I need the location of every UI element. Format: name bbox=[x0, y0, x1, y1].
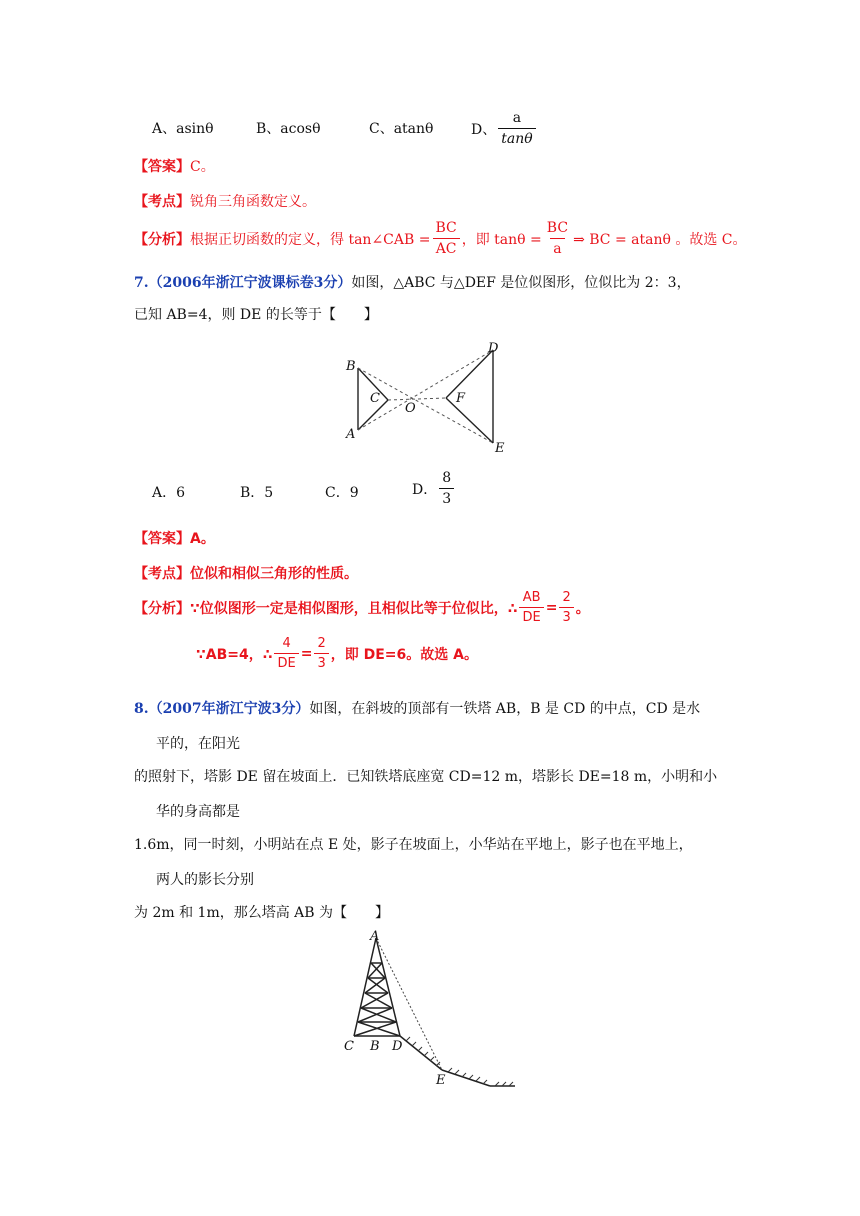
q6-option-d-label: D、 bbox=[471, 121, 497, 138]
label-f: F bbox=[456, 391, 466, 406]
q8-stem-line-7: 为 2m 和 1m，那么塔高 AB 为【 】 bbox=[134, 905, 390, 921]
analysis-text-1: ∵位似图形一定是相似图形，且相似比等于位似比，∴ bbox=[190, 600, 518, 617]
fraction-numerator: 2 bbox=[317, 636, 326, 651]
fraction-denominator: DE bbox=[274, 653, 298, 671]
q7-stem-line-1 bbox=[134, 272, 691, 292]
answer-text: C。 bbox=[190, 159, 215, 175]
fraction-denominator: 3 bbox=[314, 653, 328, 671]
analysis-text-3: ⇒ BC = atanθ 。故选 C。 bbox=[573, 231, 747, 248]
fraction-denominator: AC bbox=[433, 238, 460, 257]
label-d: D bbox=[392, 1039, 403, 1054]
label-o: O bbox=[405, 401, 416, 416]
fraction-denominator: 3 bbox=[559, 607, 573, 625]
q8-stem-line-6: 两人的影长分别 bbox=[156, 872, 254, 888]
label-a: A bbox=[370, 929, 380, 944]
fraction-numerator: 4 bbox=[282, 636, 291, 651]
analysis-fraction-ab-de bbox=[519, 590, 543, 625]
q8-stem-line-2: 平的，在阳光 bbox=[156, 736, 240, 752]
analysis-fraction-2-3b bbox=[314, 636, 328, 671]
fraction-numerator: a bbox=[512, 110, 522, 126]
q7-answer bbox=[134, 528, 215, 548]
point-text: 锐角三角函数定义。 bbox=[190, 194, 316, 210]
q7-option-d-fraction bbox=[439, 470, 454, 507]
analysis-fraction-1 bbox=[432, 220, 459, 257]
label-a: A bbox=[346, 427, 356, 442]
analysis-tag: 【分析】 bbox=[134, 600, 190, 617]
q7-analysis-line-1 bbox=[134, 590, 590, 625]
q7-option-b[interactable]: B．5 bbox=[240, 485, 274, 501]
answer-text: A。 bbox=[190, 531, 215, 547]
answer-tag: 【答案】 bbox=[134, 159, 190, 175]
question-text: 如图，在斜坡的顶部有一铁塔 AB，B 是 CD 的中点，CD 是水 bbox=[309, 701, 701, 717]
q7-analysis-line-2 bbox=[196, 636, 478, 671]
q6-option-b[interactable]: B、acosθ bbox=[256, 121, 321, 137]
analysis-fraction-2-3 bbox=[559, 590, 573, 625]
analysis-tag: 【分析】 bbox=[134, 231, 190, 248]
q8-stem-line-4: 华的身高都是 bbox=[156, 804, 240, 820]
fraction-denominator: DE bbox=[519, 607, 543, 625]
q7-homothety-figure bbox=[338, 338, 518, 458]
point-text: 位似和相似三角形的性质。 bbox=[190, 566, 358, 582]
q7-option-a[interactable]: A．6 bbox=[152, 485, 186, 501]
label-e: E bbox=[436, 1073, 446, 1088]
q8-stem-line-3: 的照射下，塔影 DE 留在坡面上．已知铁塔底座宽 CD=12 m，塔影长 DE=18 m，小明和小 bbox=[134, 769, 718, 785]
fraction-denominator: a bbox=[550, 238, 564, 257]
question-number: 8. bbox=[134, 701, 149, 717]
analysis-equals: = bbox=[300, 645, 313, 662]
fraction-denominator: 3 bbox=[439, 488, 454, 507]
q8-tower-figure bbox=[340, 928, 520, 1098]
answer-tag: 【答案】 bbox=[134, 531, 190, 547]
q8-stem-line-5: 1.6m，同一时刻，小明站在点 E 处，影子在坡面上，小华站在平地上，影子也在平地上， bbox=[134, 837, 693, 853]
analysis-text-5: ，即 DE=6。故选 A。 bbox=[330, 646, 478, 663]
label-e: E bbox=[495, 441, 505, 456]
question-source: （2007年浙江宁波3分） bbox=[148, 701, 310, 717]
label-c: C bbox=[370, 391, 380, 406]
fraction-denominator: tanθ bbox=[498, 128, 535, 147]
q6-option-d[interactable] bbox=[471, 110, 538, 147]
label-b: B bbox=[346, 359, 356, 374]
q7-stem-line-2: 已知 AB=4，则 DE 的长等于【 】 bbox=[134, 307, 378, 323]
fraction-numerator: 8 bbox=[442, 470, 452, 486]
question-number: 7. bbox=[134, 275, 149, 291]
analysis-fraction-2 bbox=[544, 220, 571, 257]
label-b: B bbox=[370, 1039, 380, 1054]
q7-option-c[interactable]: C．9 bbox=[325, 485, 359, 501]
analysis-text-4: ∵AB=4，∴ bbox=[196, 646, 273, 663]
analysis-text-2: ，即 tanθ = bbox=[461, 231, 542, 248]
q6-option-a[interactable]: A、asinθ bbox=[152, 121, 214, 137]
q6-point bbox=[134, 191, 316, 211]
label-c: C bbox=[344, 1039, 354, 1054]
point-tag: 【考点】 bbox=[134, 194, 190, 210]
q6-answer bbox=[134, 156, 215, 176]
q6-option-d-fraction bbox=[498, 110, 535, 147]
question-source: （2006年浙江宁波课标卷3分） bbox=[148, 275, 352, 291]
q7-option-d[interactable] bbox=[412, 470, 456, 507]
analysis-equals: = bbox=[545, 599, 558, 616]
analysis-fraction-4-de bbox=[274, 636, 298, 671]
q7-option-d-label: D． bbox=[412, 481, 438, 498]
point-tag: 【考点】 bbox=[134, 566, 190, 582]
q8-stem-line-1 bbox=[134, 698, 700, 718]
analysis-text-1: 根据正切函数的定义，得 tan∠CAB = bbox=[190, 231, 431, 248]
fraction-numerator: BC bbox=[435, 220, 457, 236]
analysis-period: 。 bbox=[575, 600, 590, 617]
fraction-numerator: 2 bbox=[562, 590, 571, 605]
question-text: 如图，△ABC 与△DEF 是位似图形，位似比为 2：3， bbox=[351, 275, 691, 291]
q7-point bbox=[134, 563, 358, 583]
q6-option-c[interactable]: C、atanθ bbox=[369, 121, 434, 137]
fraction-numerator: AB bbox=[522, 590, 541, 605]
fraction-numerator: BC bbox=[546, 220, 569, 236]
q6-analysis bbox=[134, 220, 747, 257]
label-d: D bbox=[488, 341, 499, 356]
